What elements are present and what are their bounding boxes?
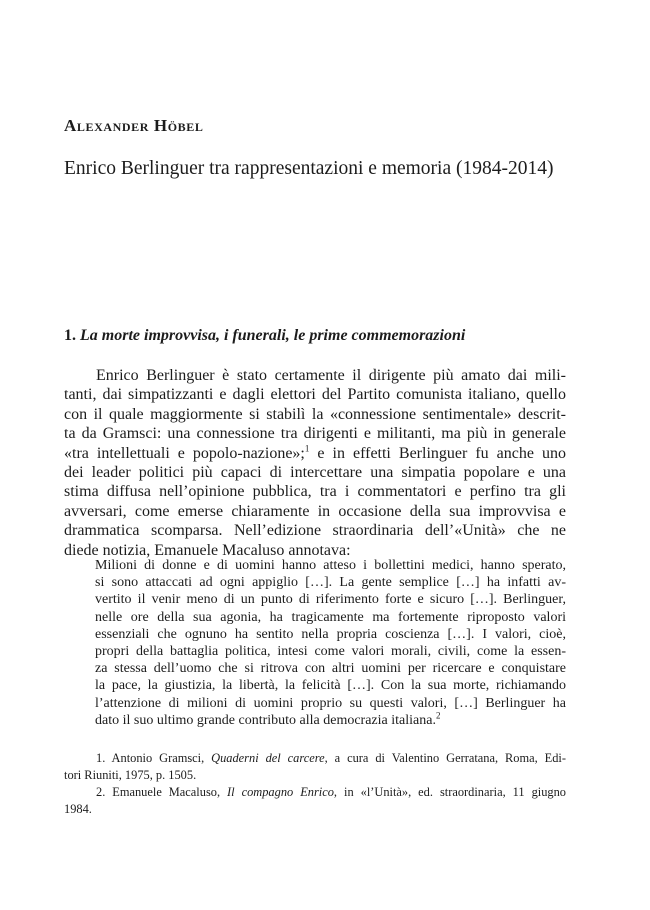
footnote-work-title: Quaderni del carcere (211, 751, 325, 765)
section-number: 1. (64, 327, 76, 344)
paragraph-line: tanti, dai simpatizzanti e dagli elettori del Partito comunista italiano, quello (64, 386, 566, 404)
paragraph-text: «tra intellettuali e popolo-nazione»; (64, 444, 305, 462)
author-name: Alexander Höbel (64, 116, 204, 135)
footnote-work-title: Il compagno Enrico (227, 785, 334, 799)
quote-text: dato il suo ultimo grande contributo alla democrazia italiana. (95, 712, 436, 728)
section-title: La morte improvvisa, i funerali, le prime commemorazioni (80, 327, 466, 344)
section-heading (64, 327, 465, 345)
quote-line: nelle ore della sua agonia, ha tragicamente ma fortemente riproposto valori (95, 609, 566, 625)
footnote-ref-2: 2 (435, 710, 441, 721)
footnote-text: 2. Emanuele Macaluso, (96, 785, 228, 799)
footnote-2 (64, 784, 566, 801)
footnote-text: , in «l’Unità», ed. straordinaria, 11 giugno (333, 785, 566, 799)
paragraph-line: con il quale maggiormente si stabilì la «connessione sentimentale» descrit- (64, 405, 566, 423)
footnote-text: 1. Antonio Gramsci, (96, 751, 212, 765)
paragraph-line: diede notizia, Emanuele Macaluso annotava: (64, 541, 351, 559)
footnote-1-cont: tori Riuniti, 1975, p. 1505. (64, 768, 197, 782)
paragraph-text: e in effetti Berlinguer fu anche uno (309, 444, 567, 462)
quote-line: si sono attaccati ad ogni appiglio […]. La gente semplice […] ha infatti av- (95, 575, 566, 591)
quote-line: Milioni di donne e di uomini hanno atteso i bollettini medici, hanno sperato, (95, 558, 566, 573)
quote-line: essenziali che ognuno ha sentito nella propria coscienza […]. I valori, cioè, (95, 626, 566, 642)
block-quote (95, 557, 566, 729)
footnote-ref-1: 1 (304, 443, 310, 454)
quote-line: za stessa dell’uomo che si ritrova con altri uomini per ricercare e conquistare (95, 661, 566, 677)
footnote-1 (64, 750, 566, 767)
paragraph-line: Enrico Berlinguer è stato certamente il dirigente più amato dai mili- (96, 367, 566, 384)
footnote-2-cont: 1984. (64, 802, 92, 816)
paragraph-line (64, 444, 566, 463)
footnotes (64, 750, 566, 818)
paragraph-line: stima diffusa nell’opinione pubblica, tra i commentatori e perfino tra gli (64, 483, 566, 501)
quote-line: vertito il venir meno di un punto di riferimento forte e sicuro […]. Berlinguer, (95, 592, 566, 608)
quote-line (95, 712, 566, 729)
paragraph-line: ta da Gramsci: una connessione tra dirigenti e militanti, ma più in generale (64, 425, 566, 443)
paragraph-line: dei leader politici più capaci di intercettare una simpatia popolare e una (64, 464, 566, 482)
paragraph-line: avversari, come emerse chiaramente in occasione della sua improvvisa e (64, 502, 566, 520)
body-paragraph (64, 366, 566, 560)
chapter-title: Enrico Berlinguer tra rappresentazioni e memoria (1984-2014) (64, 158, 554, 179)
footnote-text: , a cura di Valentino Gerratana, Roma, Edi- (324, 751, 566, 765)
quote-line: propri della battaglia politica, intesi come valori morali, civili, come la essen- (95, 644, 566, 660)
quote-line: l’attenzione di milioni di uomini proprio su questi valori, […] Berlinguer ha (95, 695, 566, 711)
quote-line: la pace, la giustizia, la libertà, la felicità […]. Con la sua morte, richiamando (95, 678, 566, 694)
paragraph-line: drammatica scomparsa. Nell’edizione straordinaria dell’«Unità» che ne (64, 522, 566, 540)
